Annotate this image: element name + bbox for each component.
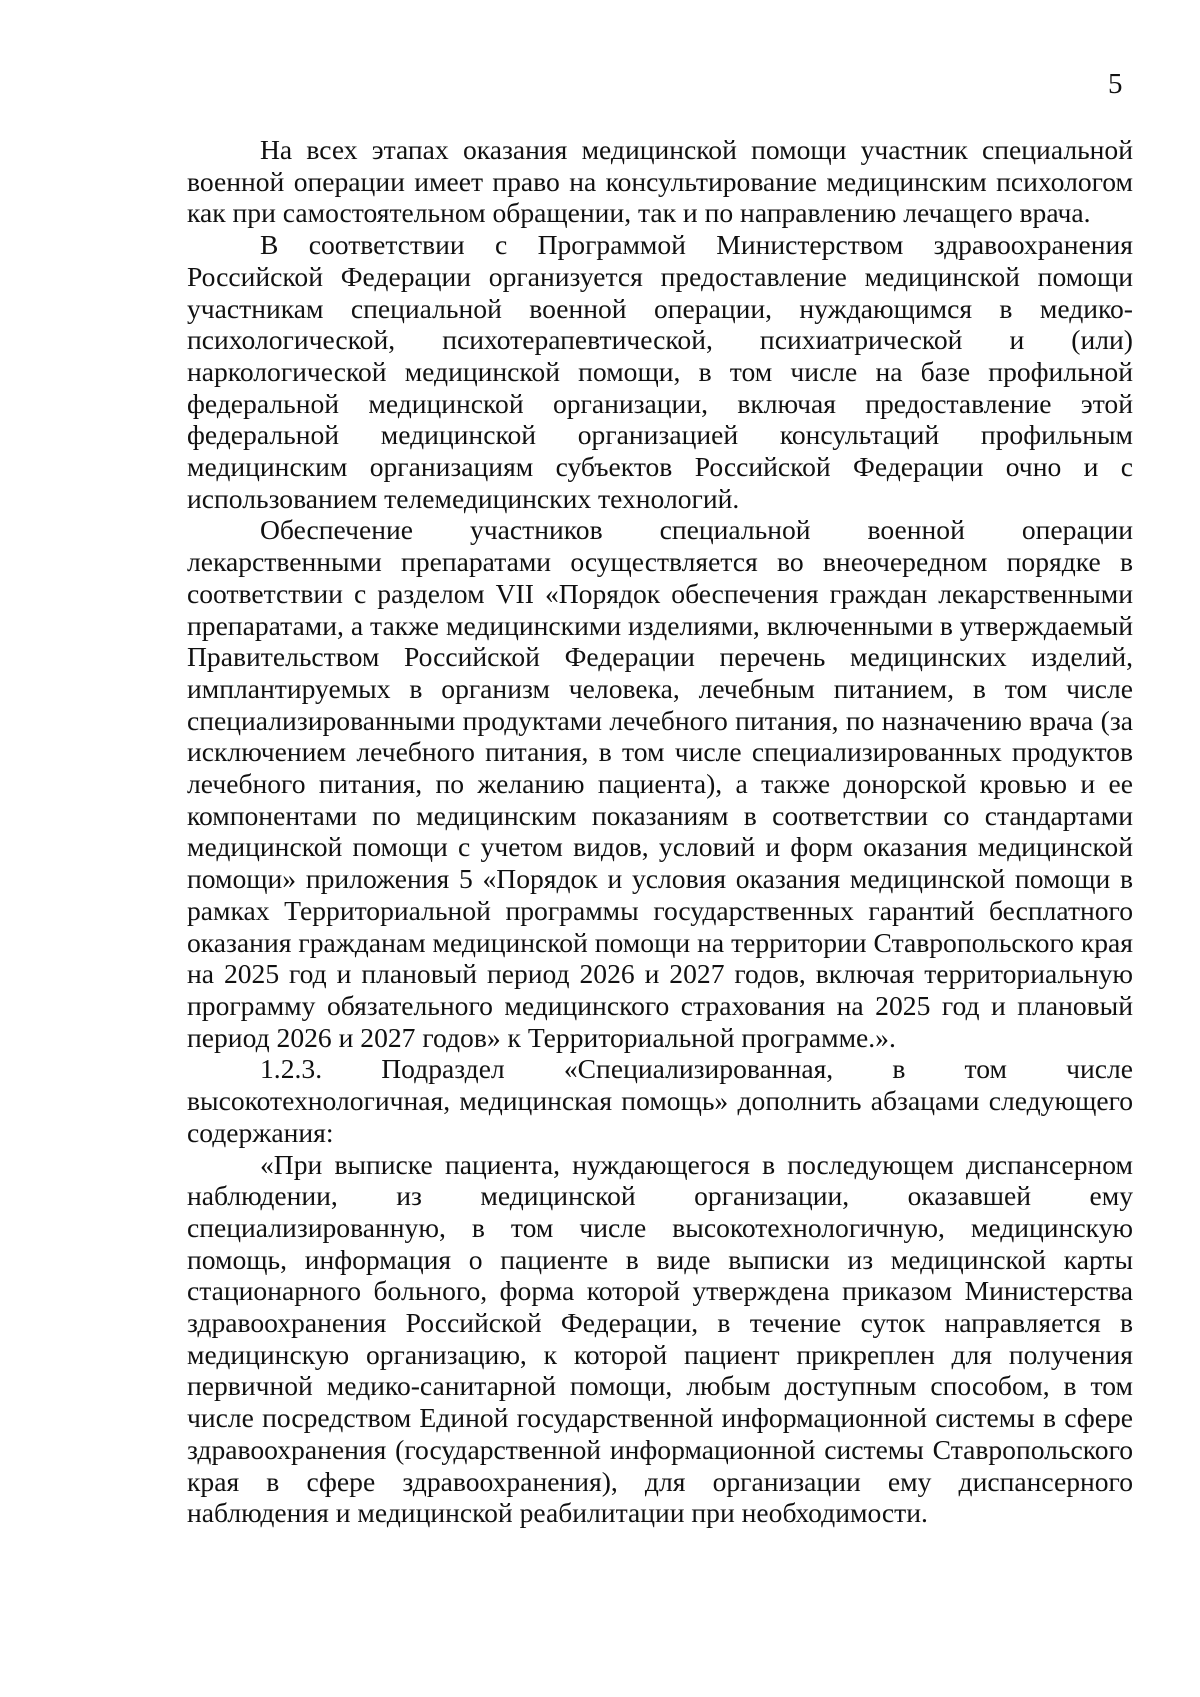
paragraph-federal-medical-care: В соответствии с Программой Министерством здравоохранения Российской Федерации организуется предоставление медицинской помощи участникам специальной военной операции, нуждающимся в медико-психологической, психотерапевтической, психиатрической и (или) наркологической медицинской помощи, в том числе на базе профильной федеральной медицинской организации, включая предоставление этой федеральной медицинской организацией консультаций профильным медицинским организациям субъектов Российской Федерации очно и с использованием телемедицинских технологий. <box>187 229 1133 514</box>
page-number: 5 <box>1108 68 1123 100</box>
document-body <box>187 134 1133 1529</box>
paragraph-psychologist-consultation: На всех этапах оказания медицинской помощи участник специальной военной операции имеет право на консультирование медицинским психологом как при самостоятельном обращении, так и по направлению лечащего врача. <box>187 134 1133 229</box>
paragraph-subsection-amendment: 1.2.3. Подраздел «Специализированная, в том числе высокотехнологичная, медицинская помощь» дополнить абзацами следующего содержания: <box>187 1053 1133 1148</box>
paragraph-discharge-information: «При выписке пациента, нуждающегося в последующем диспансерном наблюдении, из медицинской организации, оказавшей ему специализированную, в том числе высокотехнологичную, медицинскую помощь, информация о пациенте в виде выписки из медицинской карты стационарного больного, форма которой утверждена приказом Министерства здравоохранения Российской Федерации, в течение суток направляется в медицинскую организацию, к которой пациент прикреплен для получения первичной медико-санитарной помощи, любым доступным способом, в том числе посредством Единой государственной информационной системы в сфере здравоохранения (государственной информационной системы Ставропольского края в сфере здравоохранения), для организации ему диспансерного наблюдения и медицинской реабилитации при необходимости. <box>187 1148 1133 1529</box>
paragraph-drug-provision: Обеспечение участников специальной военной операции лекарственными препаратами осуществляется во внеочередном порядке в соответствии с разделом VII «Порядок обеспечения граждан лекарственными препаратами, а также медицинскими изделиями, включенными в утверждаемый Правительством Российской Федерации перечень медицинских изделий, имплантируемых в организм человека, лечебным питанием, в том числе специализированными продуктами лечебного питания, по назначению врача (за исключением лечебного питания, в том числе специализированных продуктов лечебного питания, по желанию пациента), а также донорской кровью и ее компонентами по медицинским показаниям в соответствии со стандартами медицинской помощи с учетом видов, условий и форм оказания медицинской помощи» приложения 5 «Порядок и условия оказания медицинской помощи в рамках Территориальной программы государственных гарантий бесплатного оказания гражданам медицинской помощи на территории Ставропольского края на 2025 год и плановый период 2026 и 2027 годов, включая территориальную программу обязательного медицинского страхования на 2025 год и плановый период 2026 и 2027 годов» к Территориальной программе.». <box>187 514 1133 1053</box>
